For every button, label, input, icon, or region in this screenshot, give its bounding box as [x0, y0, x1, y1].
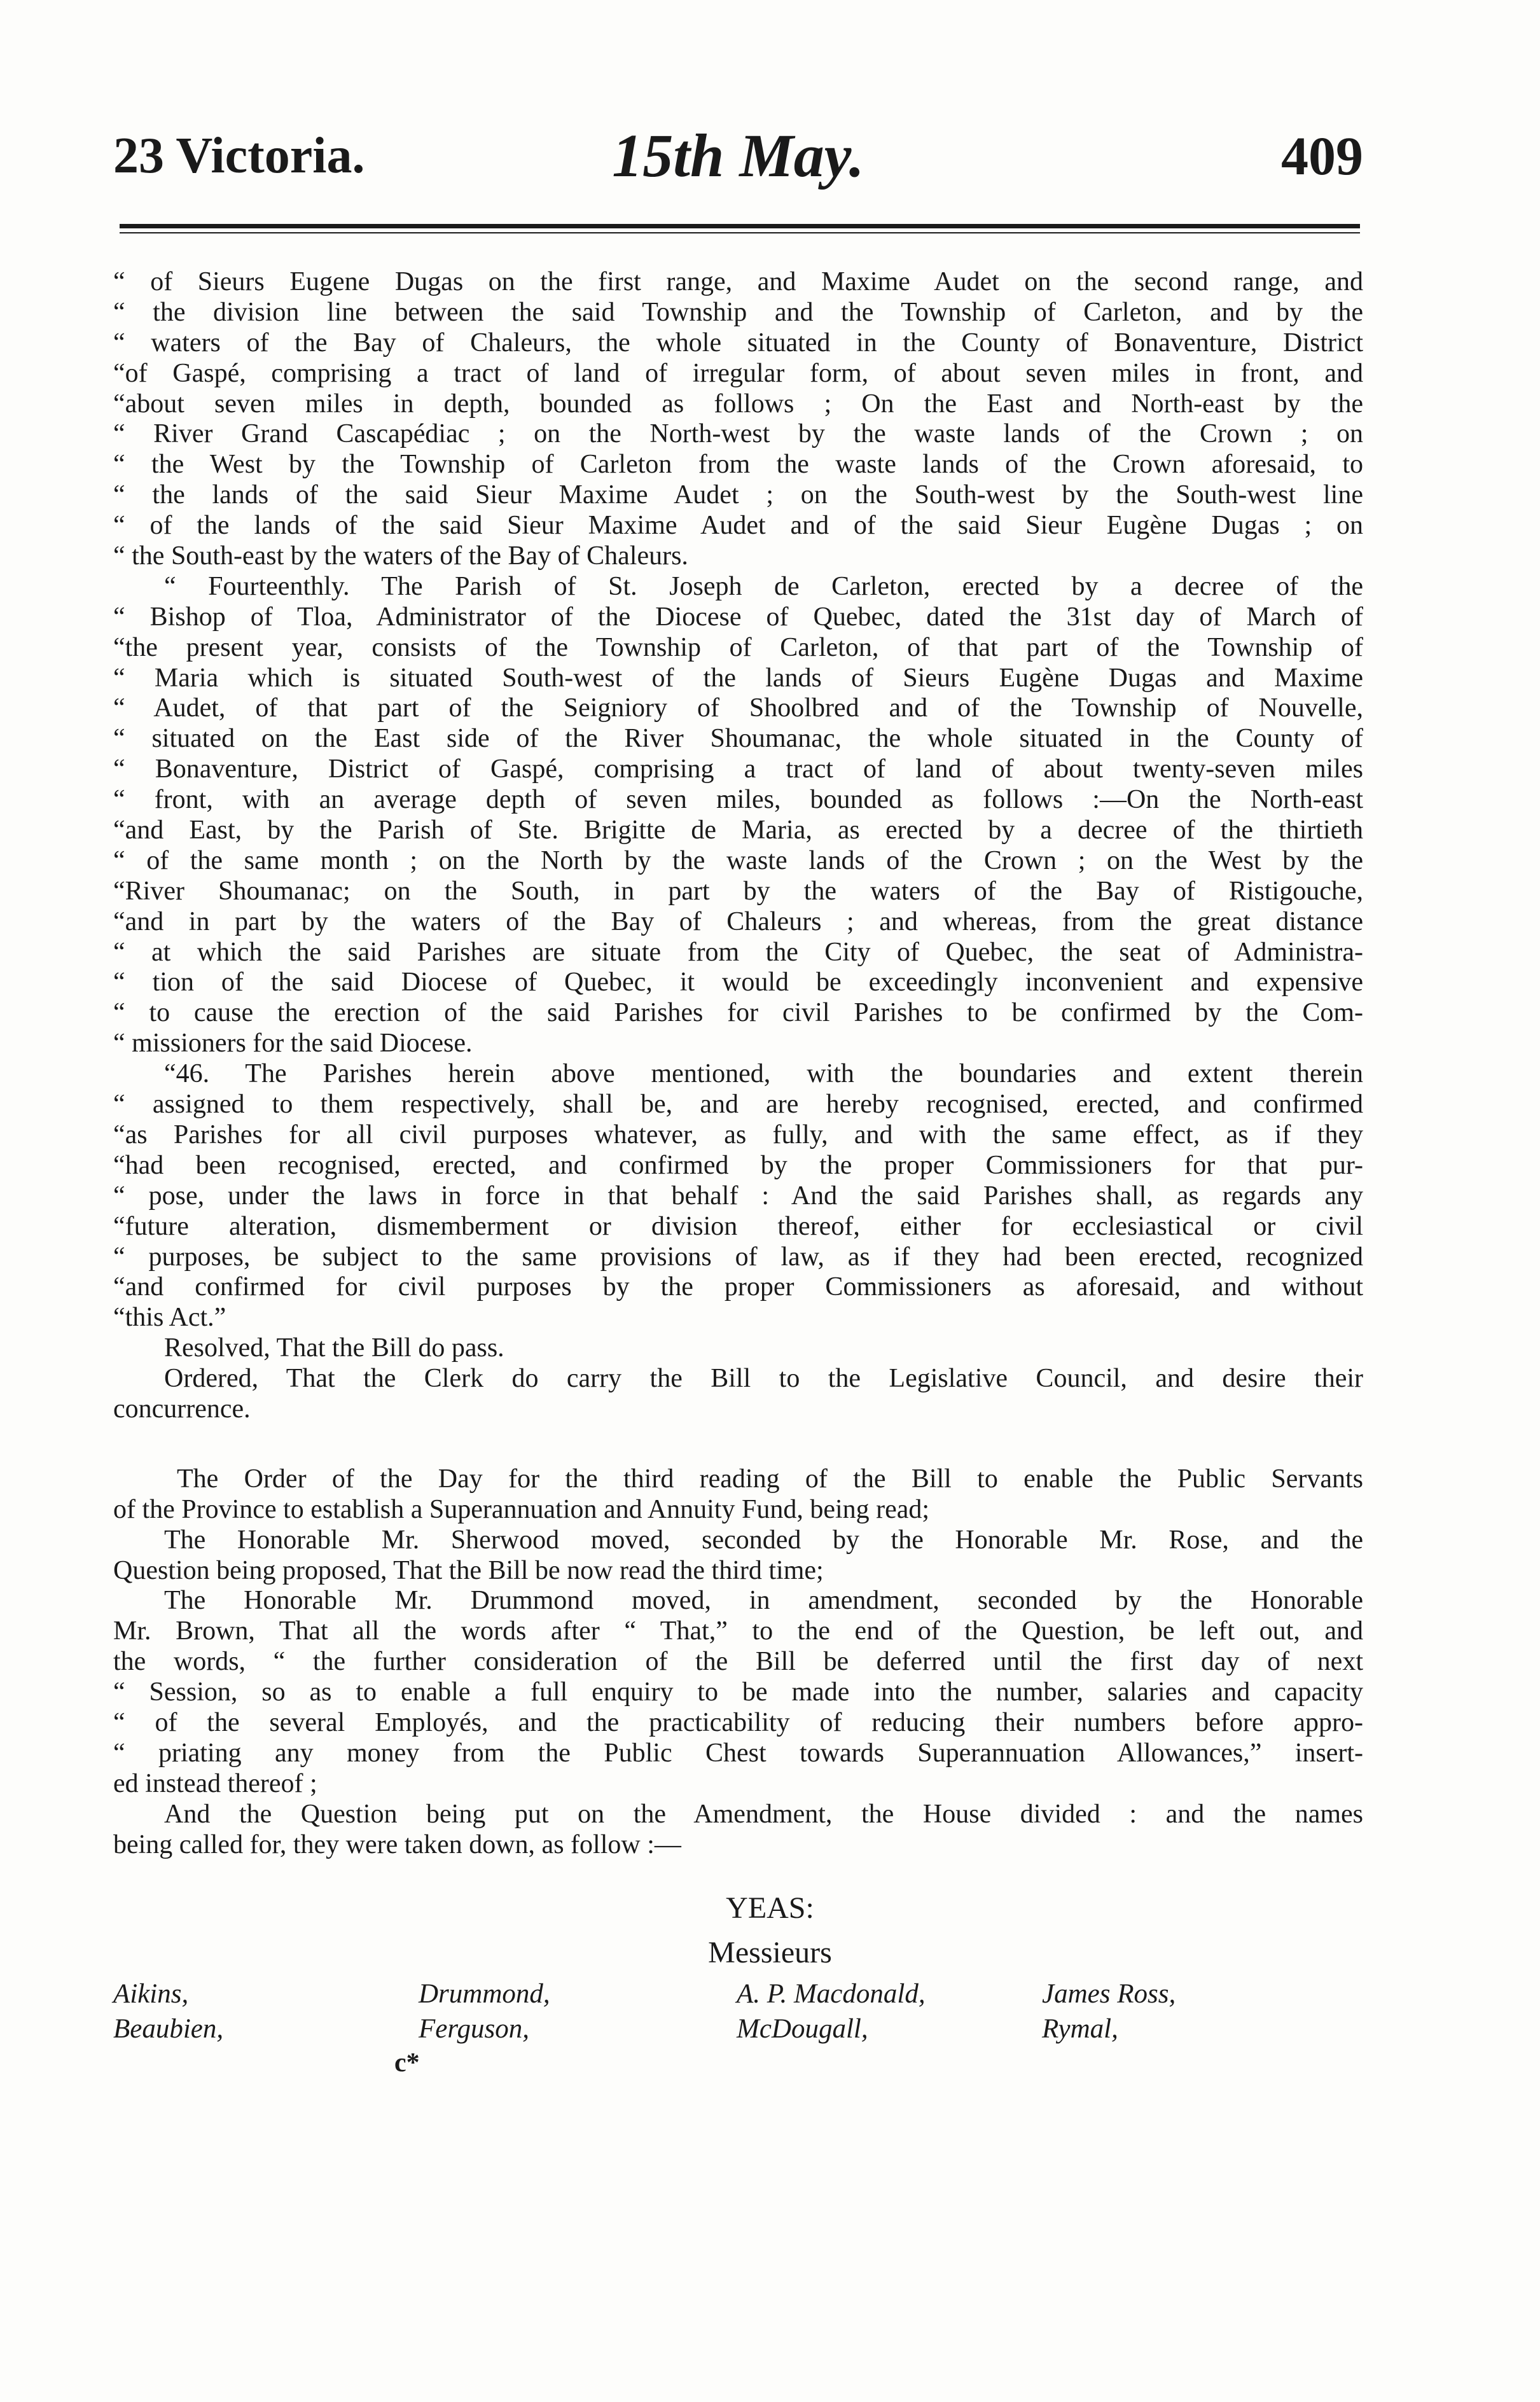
- text-line: The Order of the Day for the third reading of the Bill to enable the Public Servants: [177, 1464, 1363, 1494]
- text-line: “ pose, under the laws in force in that behalf : And the said Parishes shall, as regards any: [113, 1181, 1363, 1211]
- header-date: 15th May.: [612, 121, 864, 190]
- text-line: “future alteration, dismemberment or division thereof, either for ecclesiastical or civil: [113, 1211, 1363, 1241]
- text-line: “ Bishop of Tloa, Administrator of the Diocese of Quebec, dated the 31st day of March of: [113, 602, 1363, 632]
- text-line: “about seven miles in depth, bounded as follows ; On the East and North-east by the: [113, 389, 1363, 419]
- text-line: ed instead thereof ;: [113, 1768, 317, 1798]
- text-line: Mr. Brown, That all the words after “ That,” to the end of the Question, be left out, and: [113, 1616, 1363, 1646]
- text-line: “ Bonaventure, District of Gaspé, comprising a tract of land of about twenty-seven miles: [113, 754, 1363, 784]
- text-line: And the Question being put on the Amendment, the House divided : and the names: [164, 1799, 1363, 1829]
- text-line: “ assigned to them respectively, shall be, and are hereby recognised, erected, and confirmed: [113, 1090, 1363, 1120]
- text-line: “ Session, so as to enable a full enquiry to be made into the number, salaries and capacity: [113, 1677, 1363, 1707]
- text-line: “as Parishes for all civil purposes whatever, as fully, and with the same effect, as if they: [113, 1120, 1363, 1149]
- text-line: “ Audet, of that part of the Seigniory of Shoolbred and of the Township of Nouvelle,: [113, 693, 1363, 723]
- text-line: “ the division line between the said Township and the Township of Carleton, and by the: [113, 297, 1363, 327]
- text-line: “ tion of the said Diocese of Quebec, it would be exceedingly inconvenient and expensive: [113, 968, 1363, 997]
- yeas-heading: YEAS:: [726, 1891, 814, 1925]
- text-line: concurrence.: [113, 1394, 251, 1424]
- text-line: “and in part by the waters of the Bay of Chaleurs ; and whereas, from the great distance: [113, 906, 1363, 936]
- header-rule-thick: [120, 224, 1360, 228]
- text-line: “ River Grand Cascapédiac ; on the North-west by the waste lands of the Crown ; on: [113, 419, 1363, 449]
- member-name: Beaubien,: [113, 2014, 224, 2044]
- ordered-line: Ordered, That the Clerk do carry the Bill to the Legislative Council, and desire their: [164, 1364, 1363, 1394]
- member-name: Aikins,: [113, 1979, 189, 2009]
- text-line: “of Gaspé, comprising a tract of land of irregular form, of about seven miles in front, and: [113, 358, 1363, 388]
- text-line: “ of Sieurs Eugene Dugas on the first range, and Maxime Audet on the second range, and: [113, 267, 1363, 296]
- text-line: “ at which the said Parishes are situate from the City of Quebec, the seat of Administra-: [113, 937, 1363, 967]
- text-line: “ to cause the erection of the said Parishes for civil Parishes to be confirmed by the Com-: [113, 998, 1363, 1028]
- text-line: “ priating any money from the Public Chest towards Superannuation Allowances,” insert-: [113, 1738, 1363, 1768]
- signature-mark: c*: [394, 2048, 420, 2078]
- page-number: 409: [1281, 125, 1363, 186]
- text-line: Question being proposed, That the Bill be now read the third time;: [113, 1555, 824, 1585]
- member-name: Ferguson,: [419, 2014, 529, 2044]
- header-rule-thin: [120, 232, 1360, 233]
- member-name: A. P. Macdonald,: [737, 1979, 926, 2009]
- messieurs-heading: Messieurs: [708, 1936, 832, 1969]
- resolved-line: Resolved, That the Bill do pass.: [164, 1333, 504, 1363]
- header-regnal-year: 23 Victoria.: [113, 128, 365, 184]
- text-line: “ front, with an average depth of seven miles, bounded as follows :—On the North-east: [113, 785, 1363, 815]
- text-line: “this Act.”: [113, 1303, 226, 1333]
- text-line: “ the South-east by the waters of the Bay of Chaleurs.: [113, 541, 688, 571]
- text-line: “the present year, consists of the Township of Carleton, of that part of the Township of: [113, 632, 1363, 662]
- text-line: “ missioners for the said Diocese.: [113, 1029, 473, 1059]
- text-line: “ the lands of the said Sieur Maxime Audet ; on the South-west by the South-west line: [113, 480, 1363, 510]
- text-line: “ Maria which is situated South-west of the lands of Sieurs Eugène Dugas and Maxime: [113, 663, 1363, 693]
- text-line: “River Shoumanac; on the South, in part by the waters of the Bay of Ristigouche,: [113, 876, 1363, 906]
- text-line: “ situated on the East side of the River Shoumanac, the whole situated in the County of: [113, 724, 1363, 754]
- member-name: James Ross,: [1042, 1979, 1176, 2009]
- text-line: the words, “ the further consideration of the Bill be deferred until the first day of next: [113, 1647, 1363, 1677]
- paragraph-gap: [113, 1425, 1363, 1464]
- text-line: “ of the lands of the said Sieur Maxime Audet and of the said Sieur Eugène Dugas ; on: [113, 511, 1363, 541]
- text-line: “ the West by the Township of Carleton from the waste lands of the Crown aforesaid, to: [113, 450, 1363, 480]
- text-line: “ purposes, be subject to the same provisions of law, as if they had been erected, recognized: [113, 1242, 1363, 1272]
- text-line: “and East, by the Parish of Ste. Brigitte de Maria, as erected by a decree of the thirtieth: [113, 816, 1363, 845]
- text-line: “ of the same month ; on the North by the waste lands of the Crown ; on the West by the: [113, 845, 1363, 875]
- text-line: “46. The Parishes herein above mentioned, with the boundaries and extent therein: [164, 1059, 1363, 1089]
- running-header: [113, 118, 1363, 194]
- text-line: “ Fourteenthly. The Parish of St. Joseph de Carleton, erected by a decree of the: [164, 571, 1363, 601]
- member-name: McDougall,: [737, 2014, 868, 2044]
- text-line: “had been recognised, erected, and confirmed by the proper Commissioners for that pur-: [113, 1150, 1363, 1180]
- text-line: “ of the several Employés, and the practicability of reducing their numbers before appro-: [113, 1707, 1363, 1737]
- text-line: The Honorable Mr. Sherwood moved, seconded by the Honorable Mr. Rose, and the: [164, 1525, 1363, 1555]
- text-line: The Honorable Mr. Drummond moved, in amendment, seconded by the Honorable: [164, 1586, 1363, 1616]
- body-text: [113, 267, 1363, 1860]
- text-line: “ waters of the Bay of Chaleurs, the whole situated in the County of Bonaventure, District: [113, 328, 1363, 358]
- text-line: of the Province to establish a Superannuation and Annuity Fund, being read;: [113, 1494, 930, 1524]
- member-name: Rymal,: [1042, 2014, 1118, 2044]
- text-line: “and confirmed for civil purposes by the proper Commissioners as aforesaid, and without: [113, 1272, 1363, 1302]
- text-line: being called for, they were taken down, as follow :—: [113, 1829, 681, 1859]
- member-name: Drummond,: [419, 1979, 550, 2009]
